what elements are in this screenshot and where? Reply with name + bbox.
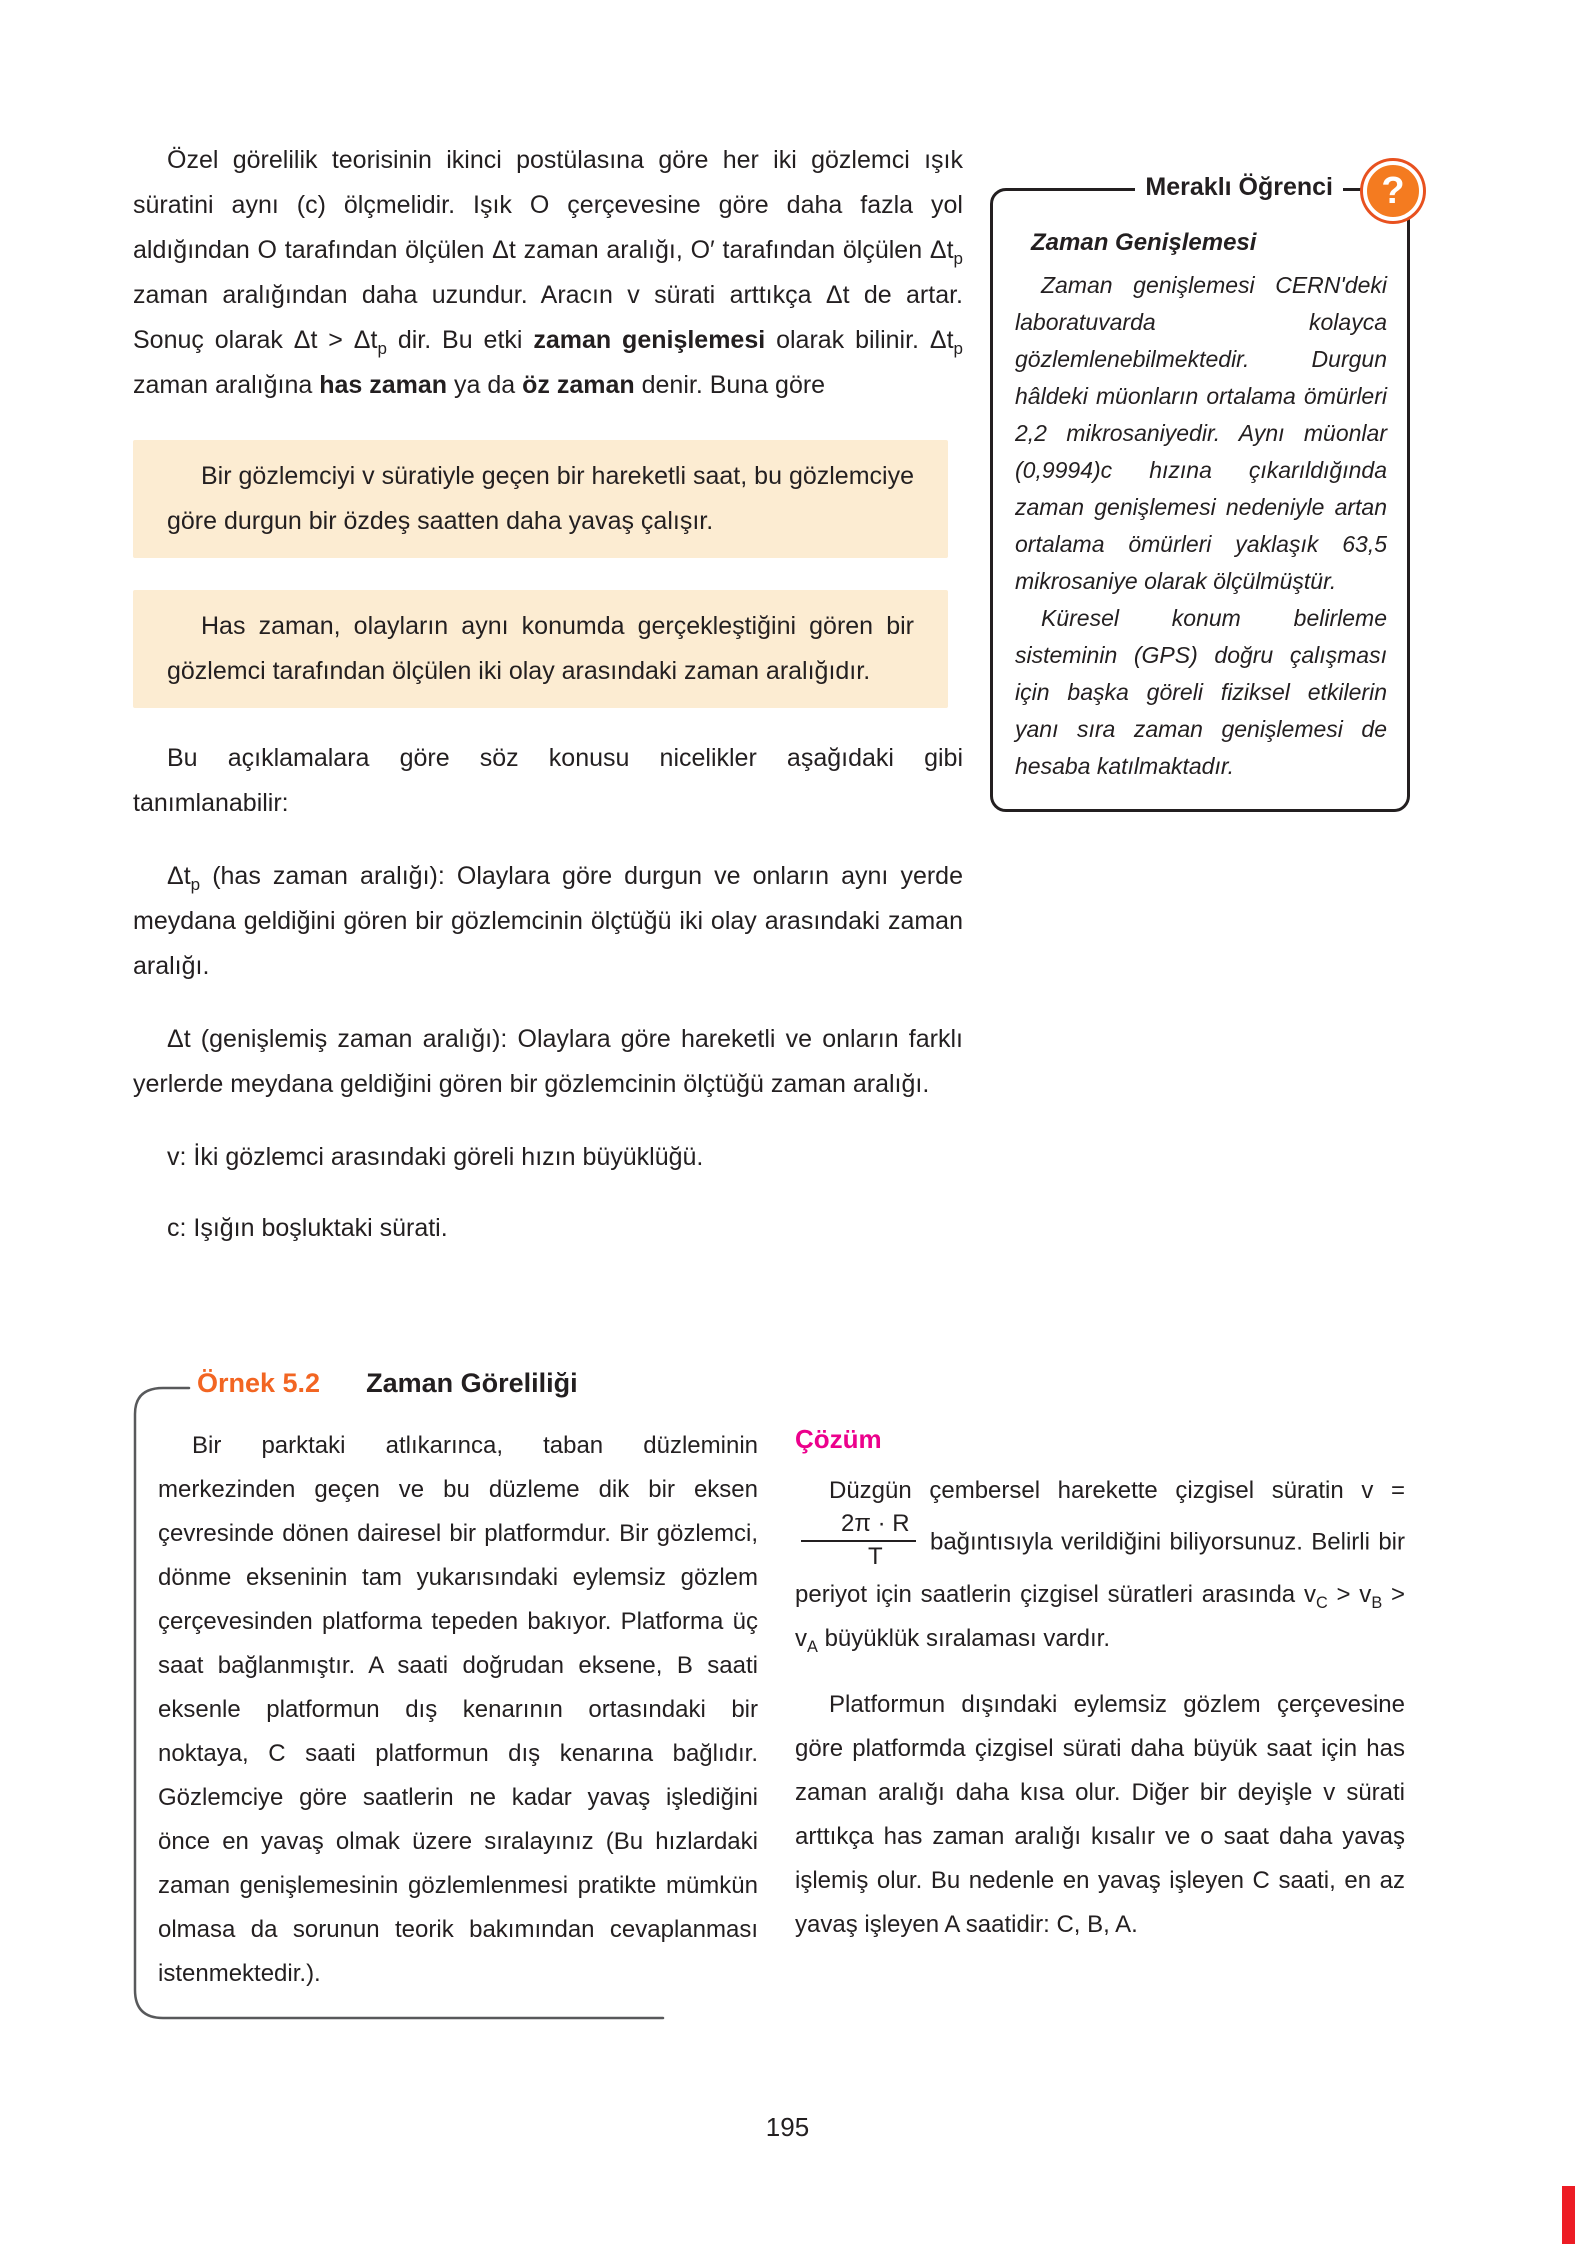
solution-heading: Çözüm: [795, 1424, 882, 1454]
intro-paragraph: Özel görelilik teorisinin ikinci postülasına göre her iki gözlemci ışık süratini aynı (c) ölçmelidir. Işık O çerçevesine göre daha fazla yol aldığından O tarafından ölçülen Δt zaman aralığı, O′ tarafından ölçülen $\Delta t_p$ zaman aralığından daha uzundur. Aracın v sürati arttıkça Δt de artar. Sonuç olarak $\Delta t > \Delta t_p$ dir. Bu etki zaman genişlemesi olarak bilinir. $\Delta t_p$ zaman aralığına has zaman ya da öz zaman denir. Buna göre: [133, 146, 963, 399]
sidebar-paragraph-gps: Küresel konum belirleme sisteminin (GPS) doğru çalışması için başka göreli fiziksel etkilerin yanı sıra zaman genişlemesi de hesaba katılmaktadır.: [1015, 605, 1387, 779]
question-mark-icon: ?: [1363, 161, 1423, 221]
highlight-box-text: Bir gözlemciyi v süratiyle geçen bir hareketli saat, bu gözlemciye göre durgun bir özdeş saatten daha yavaş çalışır.: [167, 462, 914, 535]
example-problem-text: Bir parktaki atlıkarınca, taban düzleminin merkezinden geçen ve bu düzleme dik bir eksen çevresinde dönen dairesel bir platformdur. Bir gözlemci, dönme ekseninin tam yukarısındaki eylemsiz gözlem çerçevesinden platforma tepeden bakıyor. Platforma üç saat bağlanmıştır. A saati doğrudan eksene, B saati eksenle platformun dış kenarının ortasındaki bir noktaya, C saati platformun dış kenarına bağlıdır. Gözlemciye göre saatlerin ne kadar yavaş işlediğini önce en yavaş olmak üzere sıralayınız (Bu hızlardaki zaman genişlemesinin gözlemlenmesi pratikte mümkün olmasa da sorunun teorik bakımından cevaplanması istenmektedir.).: [158, 1432, 758, 1987]
definition-relative-speed: v: İki gözlemci arasındaki göreli hızın büyüklüğü.: [167, 1143, 704, 1171]
speed-inequality: $v_C > v_B > v_A$: [795, 1581, 1406, 1656]
example-problem-column: [158, 1424, 758, 1996]
formula-denominator: T: [867, 1542, 883, 1570]
definition-speed-of-light: c: Işığın boşluktaki sürati.: [167, 1214, 448, 1242]
example-solution-column: [795, 1424, 1405, 1947]
highlight-box-proper-time: [133, 590, 948, 708]
formula-numerator: 2π · R: [801, 1510, 916, 1542]
curious-student-sidebar: [990, 169, 1410, 812]
page-number: 195: [765, 2112, 810, 2142]
definition-dilated-time-interval: Δt (genişlemiş zaman aralığı): Olaylara göre hareketli ve onların farklı yerlerde meydana geldiğini gören bir gözlemcinin ölçtüğü zaman aralığı.: [133, 1025, 963, 1098]
definition-proper-time-interval: $\Delta t_p$ (has zaman aralığı): Olaylara göre durgun ve onların aynı yerde meydana geldiğini gören bir gözlemcinin ölçtüğü iki olay arasındaki zaman aralığı.: [133, 862, 963, 980]
solution-text-b: bağıntısıyla verildiğini biliyorsunuz. Belirli bir periyot için saatlerin çizgisel süratleri arasında: [795, 1528, 1406, 1609]
formula-lhs: v =: [1361, 1477, 1406, 1504]
example-label: Örnek 5.2: [197, 1368, 321, 1398]
main-text-column: [133, 138, 963, 1251]
definitions-lead-paragraph: Bu açıklamalara göre söz konusu nicelikler aşağıdaki gibi tanımlanabilir:: [133, 744, 963, 817]
example-title: Zaman Göreliliği: [366, 1368, 578, 1398]
highlight-box-moving-clock: [133, 440, 948, 558]
sidebar-title: Meraklı Öğrenci: [1135, 173, 1343, 202]
example-header: [197, 1368, 578, 1399]
solution-paragraph-2: Platformun dışındaki eylemsiz gözlem çerçevesine göre platformda çizgisel sürati daha büyük saat için has zaman aralığı daha kısa olur. Diğer bir deyişle v sürati arttıkça has zaman aralığı kısalır ve o saat daha yavaş işlemiş olur. Bu nedenle en yavaş işleyen C saati, en az yavaş işleyen A saatidir: C, B, A.: [795, 1691, 1405, 1939]
solution-text-c: büyüklük sıralaması vardır.: [824, 1625, 1111, 1653]
solution-text-a: Düzgün çembersel harekette çizgisel süratin: [829, 1477, 1362, 1504]
page-edge-tab: [1562, 2186, 1575, 2244]
sidebar-heading: Zaman Genişlemesi: [1031, 229, 1257, 256]
highlight-box-text: Has zaman, olayların aynı konumda gerçekleştiğini gören bir gözlemci tarafından ölçülen iki olay arasındaki zaman aralığıdır.: [167, 612, 914, 685]
sidebar-paragraph-muons: Zaman genişlemesi CERN'deki laboratuvarda kolayca gözlemlenebilmektedir. Durgun hâldeki müonların ortalama ömürleri 2,2 mikrosaniyedir. Aynı müonlar (0,9994)c hızına çıkarıldığında zaman genişlemesi nedeniyle artan ortalama ömürleri yaklaşık 63,5 mikrosaniye olarak ölçülmüştür.: [1015, 272, 1387, 594]
solution-paragraph-1: [795, 1469, 1405, 1661]
formula-fraction: [801, 1510, 916, 1570]
